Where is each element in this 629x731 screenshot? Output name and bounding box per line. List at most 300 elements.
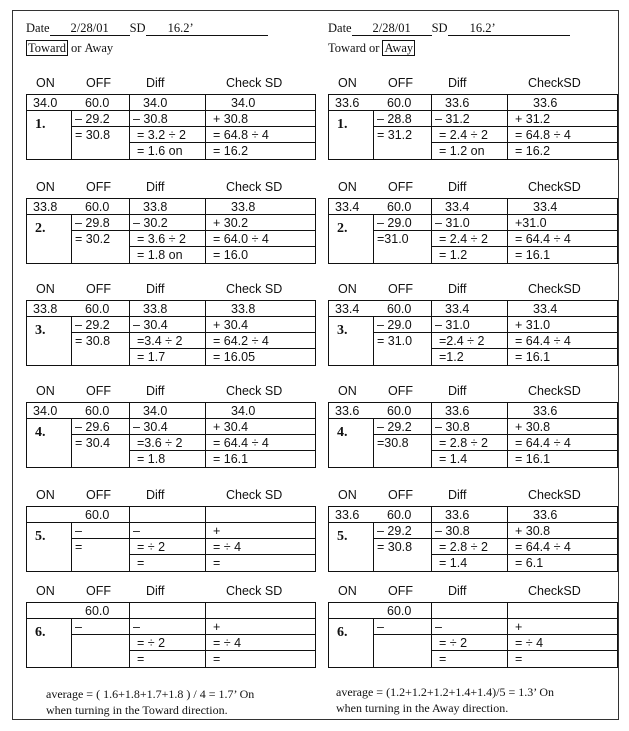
diff-on: 33.8 xyxy=(143,200,168,214)
grid-line xyxy=(71,634,315,635)
average-note: when turning in the Toward direction. xyxy=(46,703,228,717)
diff-on: 34.0 xyxy=(143,96,168,110)
check-result: = 16.2 xyxy=(515,144,551,158)
grid-line xyxy=(27,214,315,215)
diff-header: Diff xyxy=(146,180,165,194)
on-value: 33.6 xyxy=(335,508,360,522)
trial-table xyxy=(26,300,316,366)
off-subtract: – 29.2 xyxy=(377,420,412,434)
check-sum: = 64.4 ÷ 4 xyxy=(515,540,571,554)
diff-header: Diff xyxy=(146,488,165,502)
date-value: 2/28/01 xyxy=(372,21,411,35)
toward-option: Toward xyxy=(328,41,367,55)
grid-line xyxy=(71,317,72,365)
grid-line xyxy=(507,603,508,667)
off-subtract: – 29.2 xyxy=(75,112,110,126)
check-header: CheckSD xyxy=(528,488,581,502)
sd-label: SD xyxy=(431,21,448,35)
grid-line xyxy=(431,301,432,365)
off-subtract: – 29.0 xyxy=(377,318,412,332)
grid-line xyxy=(27,316,315,317)
grid-line xyxy=(507,199,508,263)
diff-header: Diff xyxy=(146,76,165,90)
sd-value-line xyxy=(448,22,570,36)
off-subtract: – 29.2 xyxy=(377,524,412,538)
sd-label: SD xyxy=(129,21,146,35)
grid-line xyxy=(431,507,432,571)
diff-result: = 1.8 xyxy=(137,452,166,466)
off-header: OFF xyxy=(388,584,413,598)
diff-sum: =3.6 ÷ 2 xyxy=(137,436,183,450)
sd-value-line xyxy=(146,22,268,36)
column-headers xyxy=(328,584,618,600)
grid-line xyxy=(71,538,315,539)
check-sum: = ÷ 4 xyxy=(213,540,242,554)
on-value: 33.6 xyxy=(335,96,360,110)
trial-number: 5. xyxy=(35,529,46,544)
on-header: ON xyxy=(338,76,357,90)
trial-4 xyxy=(26,384,316,468)
diff-on: 33.4 xyxy=(445,302,470,316)
trial-number: 3. xyxy=(337,323,348,338)
diff-result: = 1.2 on xyxy=(439,144,485,158)
trial-number: 4. xyxy=(35,425,46,440)
trial-number: 3. xyxy=(35,323,46,338)
off-header: OFF xyxy=(388,180,413,194)
diff-result: = xyxy=(137,652,145,666)
trial-table xyxy=(328,602,618,668)
grid-line xyxy=(27,522,315,523)
diff-sum: = 3.2 ÷ 2 xyxy=(137,128,186,142)
or-label: or xyxy=(369,41,380,55)
diff-header: Diff xyxy=(448,488,467,502)
check-add: + 30.2 xyxy=(213,216,249,230)
grid-line xyxy=(329,214,617,215)
off-header: OFF xyxy=(388,282,413,296)
diff-subtract: – xyxy=(133,620,140,634)
trial-5 xyxy=(26,488,316,572)
check-sum: = ÷ 4 xyxy=(213,636,242,650)
or-label: or xyxy=(71,41,82,55)
diff-sum: =3.4 ÷ 2 xyxy=(137,334,183,348)
diff-subtract: – 30.4 xyxy=(133,420,168,434)
check-on: 33.6 xyxy=(533,508,558,522)
check-result: = 16.1 xyxy=(515,452,551,466)
trial-table xyxy=(26,198,316,264)
grid-line xyxy=(431,95,432,159)
grid-line xyxy=(205,301,206,365)
date-value-line xyxy=(50,22,130,36)
diff-header: Diff xyxy=(448,384,467,398)
column-headers xyxy=(328,282,618,298)
diff-sum: = 3.6 ÷ 2 xyxy=(137,232,186,246)
diff-header: Diff xyxy=(146,384,165,398)
diff-subtract: – 31.0 xyxy=(435,216,470,230)
on-header: ON xyxy=(36,282,55,296)
off-subtract: – xyxy=(75,524,82,538)
on-value: 33.4 xyxy=(335,302,360,316)
check-add: + 30.8 xyxy=(213,112,249,126)
diff-header: Diff xyxy=(448,76,467,90)
off-value: 60.0 xyxy=(387,508,412,522)
grid-line xyxy=(431,603,432,667)
off-subtract: – xyxy=(75,620,82,634)
trial-table xyxy=(328,402,618,468)
diff-on: 33.8 xyxy=(143,302,168,316)
check-add: + 30.8 xyxy=(515,524,551,538)
trial-table xyxy=(328,198,618,264)
diff-subtract: – 31.2 xyxy=(435,112,470,126)
diff-result: = 1.4 xyxy=(439,452,468,466)
date-label: Date xyxy=(26,21,50,35)
column-headers xyxy=(26,180,316,196)
trial-3 xyxy=(26,282,316,366)
grid-line xyxy=(205,603,206,667)
off-value: 60.0 xyxy=(387,604,412,618)
check-header: CheckSD xyxy=(528,180,581,194)
column-headers xyxy=(328,76,618,92)
direction-selector xyxy=(328,38,618,58)
grid-line xyxy=(27,618,315,619)
trial-number: 2. xyxy=(35,221,46,236)
trial-5 xyxy=(328,488,618,572)
trial-number: 1. xyxy=(337,117,348,132)
date-sd-line xyxy=(328,18,618,38)
check-on: 33.6 xyxy=(533,404,558,418)
trial-table xyxy=(26,402,316,468)
on-value: 34.0 xyxy=(33,96,58,110)
check-sum: = 64.4 ÷ 4 xyxy=(213,436,269,450)
trial-table xyxy=(26,506,316,572)
trial-1 xyxy=(26,76,316,160)
off-result: = 31.2 xyxy=(377,128,413,142)
grid-line xyxy=(373,419,374,467)
average-note: when turning in the Away direction. xyxy=(336,701,509,715)
grid-line xyxy=(373,634,617,635)
diff-header: Diff xyxy=(448,282,467,296)
grid-line xyxy=(431,199,432,263)
diff-result: =1.2 xyxy=(439,350,464,364)
off-result: = 30.8 xyxy=(75,334,111,348)
check-header: Check SD xyxy=(226,584,283,598)
off-value: 60.0 xyxy=(85,96,110,110)
diff-subtract: – 30.8 xyxy=(435,524,470,538)
diff-header: Diff xyxy=(448,584,467,598)
diff-sum: = ÷ 2 xyxy=(439,636,468,650)
column-headers xyxy=(328,384,618,400)
grid-line xyxy=(373,523,374,571)
diff-subtract: – xyxy=(435,620,442,634)
worksheet-column-away xyxy=(328,18,618,715)
diff-subtract: – 30.8 xyxy=(133,112,168,126)
check-header: CheckSD xyxy=(528,76,581,90)
diff-result: = 1.4 xyxy=(439,556,468,570)
grid-line xyxy=(71,111,72,159)
grid-line xyxy=(329,522,617,523)
off-subtract: – 29.8 xyxy=(75,216,110,230)
check-header: CheckSD xyxy=(528,584,581,598)
grid-line xyxy=(27,110,315,111)
trial-number: 6. xyxy=(337,625,348,640)
diff-subtract: – 31.0 xyxy=(435,318,470,332)
check-result: = xyxy=(213,556,221,570)
off-header: OFF xyxy=(388,488,413,502)
trial-2 xyxy=(328,180,618,264)
off-value: 60.0 xyxy=(387,96,412,110)
off-value: 60.0 xyxy=(85,508,110,522)
off-value: 60.0 xyxy=(85,604,110,618)
check-result: = 16.05 xyxy=(213,350,256,364)
grid-line xyxy=(507,403,508,467)
check-add: + 30.4 xyxy=(213,318,249,332)
trial-4 xyxy=(328,384,618,468)
check-sum: = 64.4 ÷ 4 xyxy=(515,334,571,348)
off-subtract: – 29.6 xyxy=(75,420,110,434)
diff-sum: = 2.4 ÷ 2 xyxy=(439,128,488,142)
grid-line xyxy=(71,215,72,263)
check-on: 34.0 xyxy=(231,96,256,110)
off-subtract: – xyxy=(377,620,384,634)
grid-line xyxy=(329,418,617,419)
on-value: 33.8 xyxy=(33,302,58,316)
check-add: + 31.0 xyxy=(515,318,551,332)
diff-result: = 1.2 xyxy=(439,248,468,262)
grid-line xyxy=(373,619,374,667)
check-header: Check SD xyxy=(226,384,283,398)
check-on: 34.0 xyxy=(231,404,256,418)
grid-line xyxy=(129,199,130,263)
check-add: + xyxy=(213,620,221,634)
check-header: CheckSD xyxy=(528,384,581,398)
toward-option: Toward xyxy=(28,41,67,55)
trial-3 xyxy=(328,282,618,366)
check-sum: = 64.8 ÷ 4 xyxy=(515,128,571,142)
sd-value: 16.2’ xyxy=(167,21,194,35)
grid-line xyxy=(129,403,130,467)
off-result: =30.8 xyxy=(377,436,409,450)
check-add: + 30.4 xyxy=(213,420,249,434)
check-result: = 6.1 xyxy=(515,556,544,570)
off-header: OFF xyxy=(86,488,111,502)
diff-sum: = 2.8 ÷ 2 xyxy=(439,540,488,554)
grid-line xyxy=(71,619,72,667)
check-add: + 30.8 xyxy=(515,420,551,434)
check-header: Check SD xyxy=(226,76,283,90)
check-result: = 16.0 xyxy=(213,248,249,262)
check-sum: = ÷ 4 xyxy=(515,636,544,650)
grid-line xyxy=(373,215,374,263)
off-header: OFF xyxy=(86,384,111,398)
diff-result: = 1.8 on xyxy=(137,248,183,262)
off-result: = 30.4 xyxy=(75,436,111,450)
diff-subtract: – 30.8 xyxy=(435,420,470,434)
check-result: = 16.2 xyxy=(213,144,249,158)
off-header: OFF xyxy=(86,180,111,194)
trial-2 xyxy=(26,180,316,264)
on-header: ON xyxy=(338,584,357,598)
column-headers xyxy=(328,488,618,504)
grid-line xyxy=(129,301,130,365)
diff-subtract: – 30.2 xyxy=(133,216,168,230)
off-result: = xyxy=(75,540,83,554)
grid-line xyxy=(507,507,508,571)
diff-on: 33.6 xyxy=(445,96,470,110)
grid-line xyxy=(205,95,206,159)
off-value: 60.0 xyxy=(85,404,110,418)
check-sum: = 64.0 ÷ 4 xyxy=(213,232,269,246)
trial-number: 6. xyxy=(35,625,46,640)
off-result: = 30.8 xyxy=(377,540,413,554)
grid-line xyxy=(507,95,508,159)
on-header: ON xyxy=(36,488,55,502)
on-value: 33.8 xyxy=(33,200,58,214)
date-value-line xyxy=(352,22,432,36)
diff-on: 33.6 xyxy=(445,404,470,418)
off-subtract: – 29.2 xyxy=(75,318,110,332)
grid-line xyxy=(71,419,72,467)
check-on: 33.8 xyxy=(231,200,256,214)
check-header: Check SD xyxy=(226,282,283,296)
check-add: + 31.2 xyxy=(515,112,551,126)
trial-table xyxy=(328,300,618,366)
grid-line xyxy=(129,95,130,159)
column-headers xyxy=(328,180,618,196)
check-add: +31.0 xyxy=(515,216,547,230)
trial-number: 2. xyxy=(337,221,348,236)
average-line: average = (1.2+1.2+1.2+1.4+1.4)/5 = 1.3’ On xyxy=(336,685,555,699)
check-result: = 16.1 xyxy=(213,452,249,466)
grid-line xyxy=(373,111,374,159)
off-subtract: – 29.0 xyxy=(377,216,412,230)
diff-result: = xyxy=(439,652,447,666)
on-header: ON xyxy=(338,384,357,398)
grid-line xyxy=(27,418,315,419)
trial-6 xyxy=(328,584,618,668)
trial-1 xyxy=(328,76,618,160)
grid-line xyxy=(507,301,508,365)
worksheet-column-toward xyxy=(26,18,316,717)
diff-header: Diff xyxy=(146,584,165,598)
diff-subtract: – 30.4 xyxy=(133,318,168,332)
away-option: Away xyxy=(84,41,114,55)
trial-number: 5. xyxy=(337,529,348,544)
on-value: 33.6 xyxy=(335,404,360,418)
grid-line xyxy=(329,618,617,619)
diff-header: Diff xyxy=(448,180,467,194)
diff-on: 33.4 xyxy=(445,200,470,214)
trial-table xyxy=(328,506,618,572)
away-option: Away xyxy=(384,41,414,55)
off-value: 60.0 xyxy=(387,302,412,316)
diff-sum: = 2.4 ÷ 2 xyxy=(439,232,488,246)
check-header: Check SD xyxy=(226,180,283,194)
grid-line xyxy=(329,110,617,111)
diff-sum: = ÷ 2 xyxy=(137,636,166,650)
check-header: CheckSD xyxy=(528,282,581,296)
check-add: + xyxy=(213,524,221,538)
column-headers xyxy=(26,282,316,298)
check-on: 33.6 xyxy=(533,96,558,110)
trial-table xyxy=(26,602,316,668)
grid-line xyxy=(329,316,617,317)
average-line: average = ( 1.6+1.8+1.7+1.8 ) / 4 = 1.7’ On xyxy=(46,687,255,701)
check-result: = 16.1 xyxy=(515,350,551,364)
check-result: = 16.1 xyxy=(515,248,551,262)
diff-result: = xyxy=(137,556,145,570)
check-sum: = 64.8 ÷ 4 xyxy=(213,128,269,142)
off-result: = 31.0 xyxy=(377,334,413,348)
off-header: OFF xyxy=(86,76,111,90)
trial-table xyxy=(328,94,618,160)
off-result: =31.0 xyxy=(377,232,409,246)
off-value: 60.0 xyxy=(85,200,110,214)
check-on: 33.4 xyxy=(533,302,558,316)
date-sd-line xyxy=(26,18,316,38)
diff-result: = 1.7 xyxy=(137,350,166,364)
check-sum: = 64.4 ÷ 4 xyxy=(515,232,571,246)
on-header: ON xyxy=(36,76,55,90)
off-value: 60.0 xyxy=(387,404,412,418)
column-headers xyxy=(26,584,316,600)
grid-line xyxy=(373,317,374,365)
on-header: ON xyxy=(338,488,357,502)
diff-sum: =2.4 ÷ 2 xyxy=(439,334,485,348)
column-headers xyxy=(26,76,316,92)
diff-on: 34.0 xyxy=(143,404,168,418)
trial-number: 1. xyxy=(35,117,46,132)
trial-number: 4. xyxy=(337,425,348,440)
off-header: OFF xyxy=(86,584,111,598)
grid-line xyxy=(205,403,206,467)
off-header: OFF xyxy=(388,384,413,398)
date-value: 2/28/01 xyxy=(70,21,109,35)
check-sum: = 64.4 ÷ 4 xyxy=(515,436,571,450)
column-headers xyxy=(26,384,316,400)
diff-subtract: – xyxy=(133,524,140,538)
off-value: 60.0 xyxy=(387,200,412,214)
off-result: = 30.2 xyxy=(75,232,111,246)
grid-line xyxy=(205,507,206,571)
off-header: OFF xyxy=(86,282,111,296)
date-label: Date xyxy=(328,21,352,35)
grid-line xyxy=(129,507,130,571)
grid-line xyxy=(205,199,206,263)
on-header: ON xyxy=(338,282,357,296)
off-subtract: – 28.8 xyxy=(377,112,412,126)
trial-table xyxy=(26,94,316,160)
check-result: = xyxy=(213,652,221,666)
check-sum: = 64.2 ÷ 4 xyxy=(213,334,269,348)
check-header: Check SD xyxy=(226,488,283,502)
diff-sum: = 2.8 ÷ 2 xyxy=(439,436,488,450)
trial-6 xyxy=(26,584,316,668)
diff-on: 33.6 xyxy=(445,508,470,522)
on-header: ON xyxy=(36,180,55,194)
direction-selector xyxy=(26,38,316,58)
on-header: ON xyxy=(36,384,55,398)
off-result: = 30.8 xyxy=(75,128,111,142)
check-on: 33.8 xyxy=(231,302,256,316)
diff-result: = 1.6 on xyxy=(137,144,183,158)
grid-line xyxy=(71,523,72,571)
on-value: 34.0 xyxy=(33,404,58,418)
on-value: 33.4 xyxy=(335,200,360,214)
grid-line xyxy=(129,603,130,667)
sd-value: 16.2’ xyxy=(469,21,496,35)
check-on: 33.4 xyxy=(533,200,558,214)
diff-sum: = ÷ 2 xyxy=(137,540,166,554)
off-value: 60.0 xyxy=(85,302,110,316)
